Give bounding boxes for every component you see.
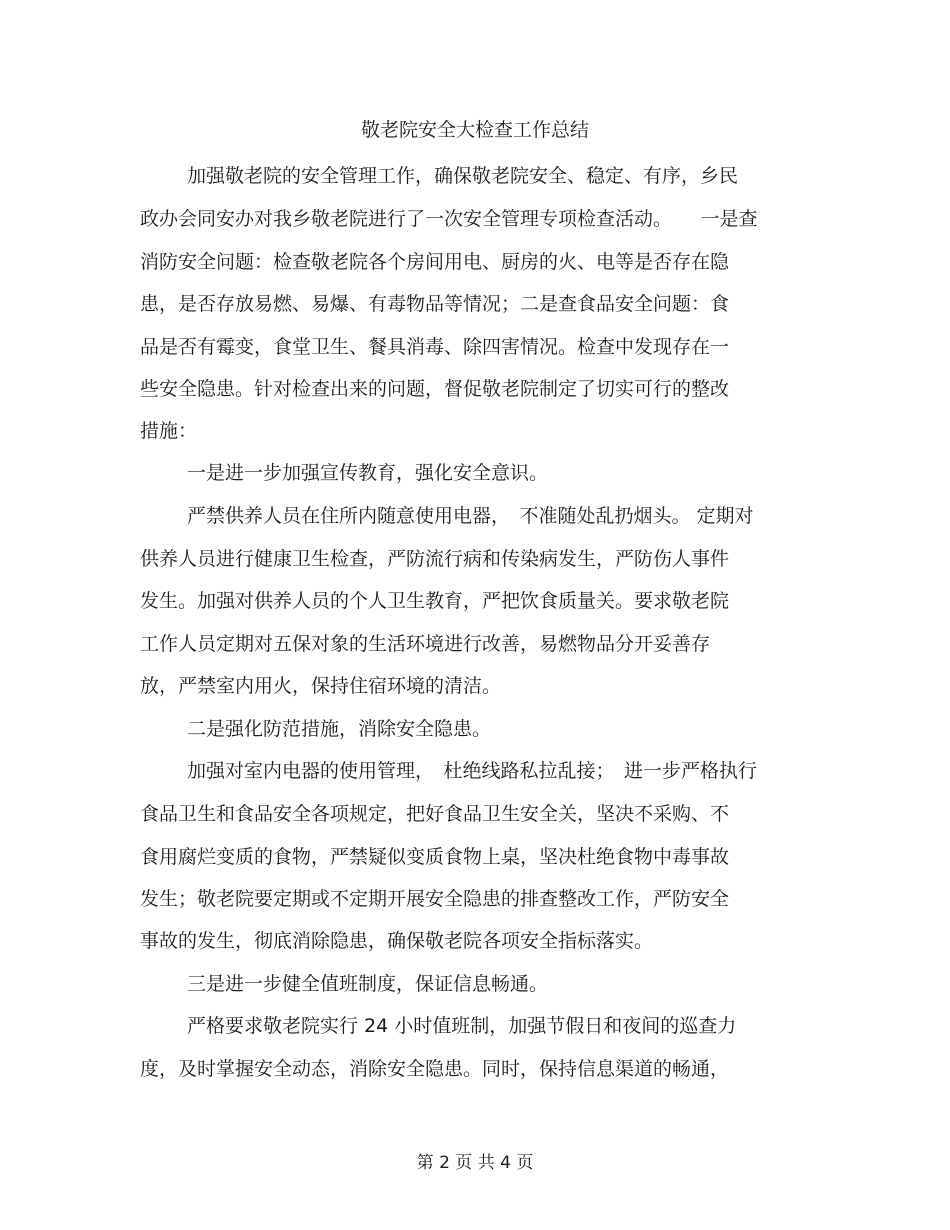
body-line: 些安全隐患。针对检查出来的问题，督促敬老院制定了切实可行的整改 bbox=[140, 378, 730, 400]
body-line: 供养人员进行健康卫生检查，严防流行病和传染病发生，严防伤人事件 bbox=[140, 548, 730, 570]
body-line: 食用腐烂变质的食物，严禁疑似变质食物上桌，坚决杜绝食物中毒事故 bbox=[140, 846, 730, 868]
section-heading: 一是进一步加强宣传教育，强化安全意识。 bbox=[187, 462, 549, 484]
body-line: 事故的发生，彻底消除隐患，确保敬老院各项安全指标落实。 bbox=[140, 930, 654, 952]
body-line: 患，是否存放易燃、易爆、有毒物品等情况；二是查食品安全问题：食 bbox=[140, 293, 730, 315]
body-line: 发生；敬老院要定期或不定期开展安全隐患的排查整改工作，严防安全 bbox=[140, 888, 730, 910]
body-line: 加强敬老院的安全管理工作，确保敬老院安全、稳定、有序，乡民 bbox=[187, 165, 739, 187]
document-title: 敬老院安全大检查工作总结 bbox=[360, 119, 589, 141]
body-line: 加强对室内电器的使用管理， 杜绝线路私拉乱接； 进一步严格执行 bbox=[187, 760, 758, 782]
page-number: 第 2 页 共 4 页 bbox=[416, 1153, 534, 1173]
body-line: 工作人员定期对五保对象的生活环境进行改善，易燃物品分开妥善存 bbox=[140, 633, 711, 655]
section-heading: 三是进一步健全值班制度，保证信息畅通。 bbox=[187, 973, 549, 995]
body-line: 严格要求敬老院实行 24 小时值班制，加强节假日和夜间的巡查力 bbox=[187, 1015, 737, 1037]
body-line: 放，严禁室内用火，保持住宿环境的清洁。 bbox=[140, 675, 502, 697]
body-line: 发生。加强对供养人员的个人卫生教育，严把饮食质量关。要求敬老院 bbox=[140, 590, 730, 612]
body-line: 食品卫生和食品安全各项规定，把好食品卫生安全关，坚决不采购、不 bbox=[140, 803, 730, 825]
body-line: 品是否有霉变，食堂卫生、餐具消毒、除四害情况。检查中发现存在一 bbox=[140, 336, 730, 358]
body-line: 政办会同安办对我乡敬老院进行了一次安全管理专项检查活动。 一是查 bbox=[140, 208, 758, 230]
body-line: 措施： bbox=[140, 420, 198, 442]
section-heading: 二是强化防范措施，消除安全隐患。 bbox=[187, 718, 492, 740]
body-line: 严禁供养人员在住所内随意使用电器， 不准随处乱扔烟头。 定期对 bbox=[187, 505, 754, 527]
body-line: 消防安全问题：检查敬老院各个房间用电、厨房的火、电等是否存在隐 bbox=[140, 251, 730, 273]
body-line: 度，及时掌握安全动态，消除安全隐患。同时，保持信息渠道的畅通， bbox=[140, 1058, 730, 1080]
